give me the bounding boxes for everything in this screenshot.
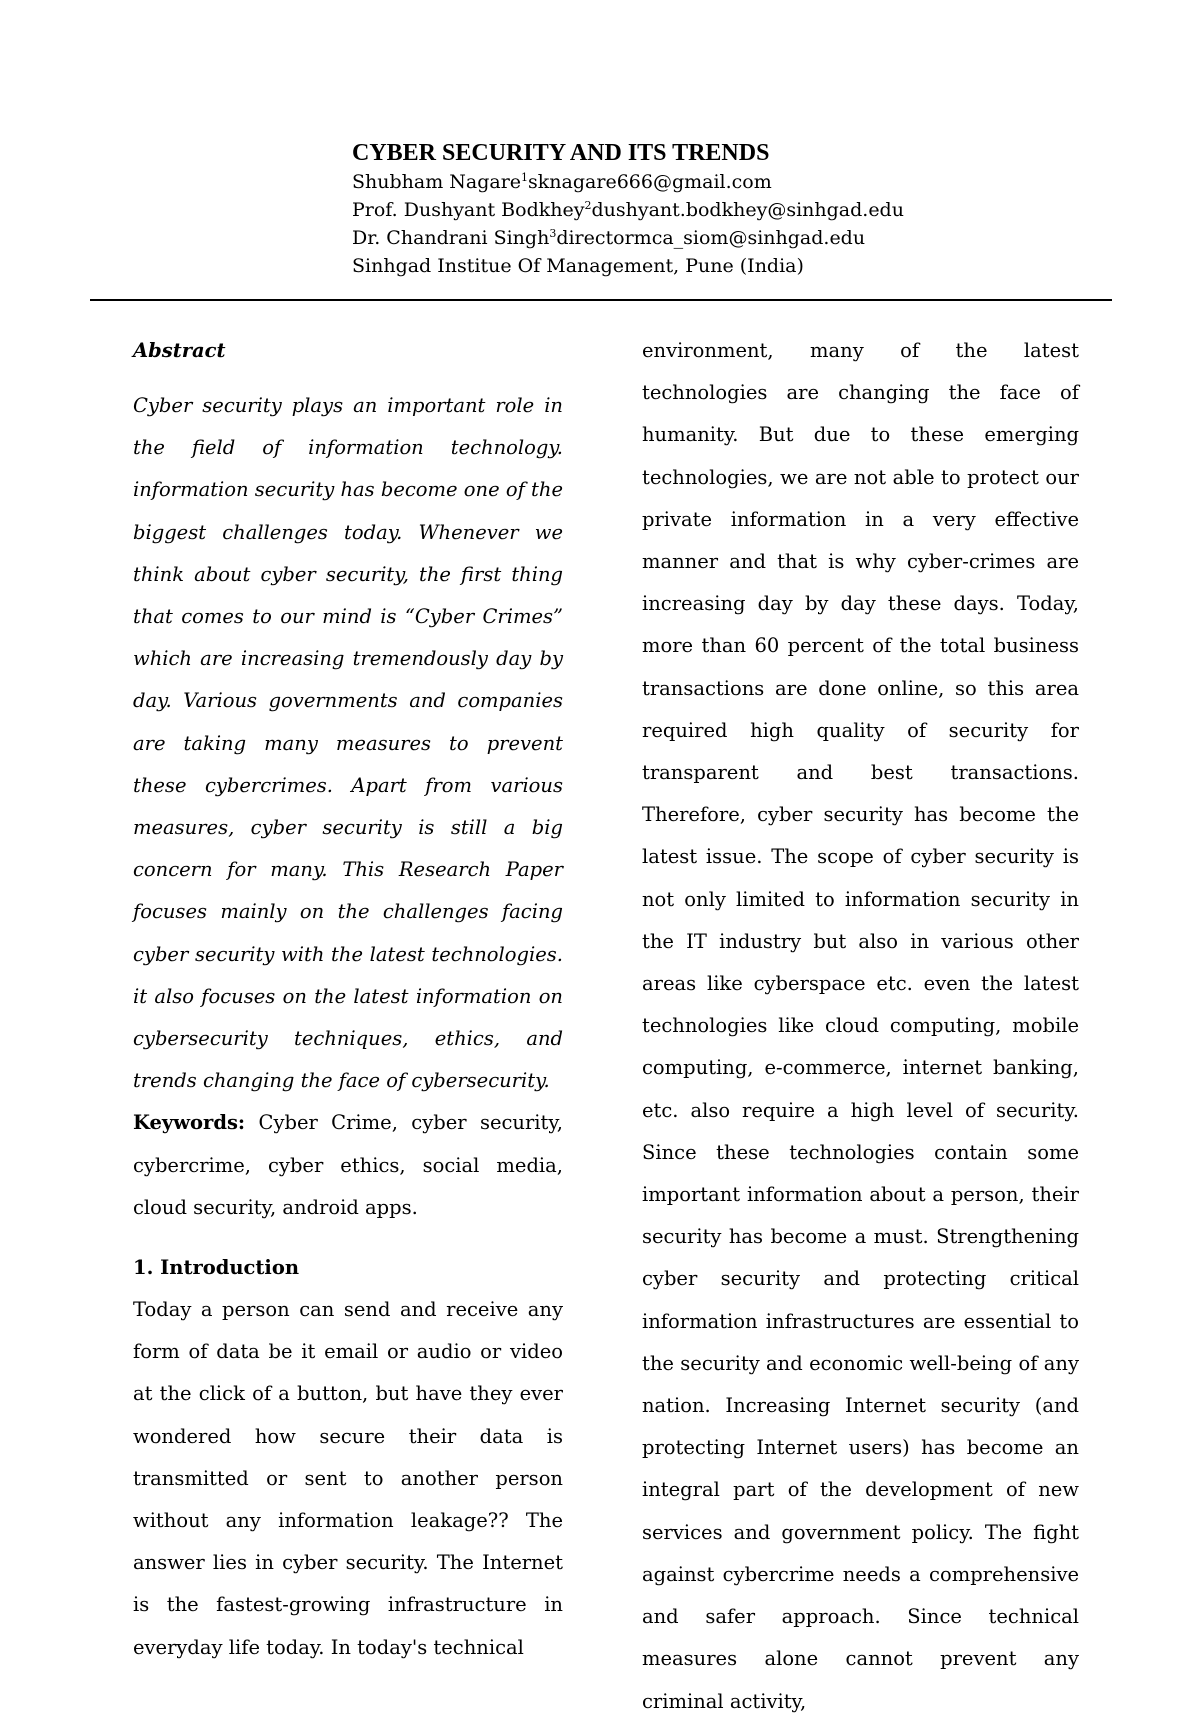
abstract-heading: Abstract <box>133 339 226 362</box>
keywords-text: Cyber Crime, cyber security, cybercrime, cyber ethics, social media, cloud security, android apps. <box>133 1111 563 1219</box>
author-superscript: 1 <box>521 171 529 184</box>
abstract-text: Cyber security plays an important role in the field of information technology. information security has become one of the biggest challenges today. Whenever we think about cyber security, the first thing that comes to our mind is “Cyber Crimes” which are increasing tremendously day by day. Various governments and companies are taking many measures to prevent these cybercrimes. Apart from various measures, cyber security is still a big concern for many. This Research Paper focuses mainly on the challenges facing cyber security with the latest technologies. it also focuses on the latest information on cybersecurity techniques, ethics, and trends changing the face of cybersecurity. <box>133 394 563 1093</box>
paper-title: CYBER SECURITY AND ITS TRENDS <box>352 140 770 166</box>
author-name: Shubham Nagare <box>352 171 522 193</box>
introduction-text-left: Today a person can send and receive any form of data be it email or audio or video at the click of a button, but have they ever wondered how secure their data is transmitted or sent to another person without any information leakage?? The answer lies in cyber security. The Internet is the fastest-growing infrastructure in everyday life today. In today's technical <box>133 1298 563 1659</box>
author-line-2 <box>352 196 1112 224</box>
affiliation: Sinhgad Institue Of Management, Pune (India) <box>352 255 804 277</box>
author-line-1 <box>352 168 1112 196</box>
introduction-text-right: environment, many of the latest technologies are changing the face of humanity. But due to these emerging technologies, we are not able to protect our private information in a very effective manner and that is why cyber-crimes are increasing day by day these days. Today, more than 60 percent of the total business transactions are done online, so this area required high quality of security for transparent and best transactions. Therefore, cyber security has become the latest issue. The scope of cyber security is not only limited to information security in the IT industry but also in various other areas like cyberspace etc. even the latest technologies like cloud computing, mobile computing, e-commerce, internet banking, etc. also require a high level of security. Since these technologies contain some important information about a person, their security has become a must. Strengthening cyber security and protecting critical information infrastructures are essential to the security and economic well-being of any nation. Increasing Internet security (and protecting Internet users) has become an integral part of the development of new services and government policy. The fight against cybercrime needs a comprehensive and safer approach. Since technical measures alone cannot prevent any criminal activity, <box>642 339 1079 1713</box>
author-name: Prof. Dushyant Bodkhey <box>352 199 585 221</box>
author-email[interactable]: sknagare666@gmail.com <box>528 171 772 193</box>
author-line-3 <box>352 224 1112 252</box>
keywords-label: Keywords: <box>133 1111 246 1135</box>
introduction-heading: 1. Introduction <box>133 1256 300 1280</box>
author-superscript: 3 <box>549 227 557 240</box>
author-superscript: 2 <box>584 199 592 212</box>
header-divider <box>90 299 1112 301</box>
right-column <box>642 330 1079 1723</box>
paper-header <box>352 138 1112 280</box>
author-email[interactable]: directormca_siom@sinhgad.edu <box>556 227 866 249</box>
left-column <box>133 330 563 1669</box>
keywords-paragraph <box>133 1102 563 1229</box>
author-email[interactable]: dushyant.bodkhey@sinhgad.edu <box>591 199 904 221</box>
author-name: Dr. Chandrani Singh <box>352 227 550 249</box>
